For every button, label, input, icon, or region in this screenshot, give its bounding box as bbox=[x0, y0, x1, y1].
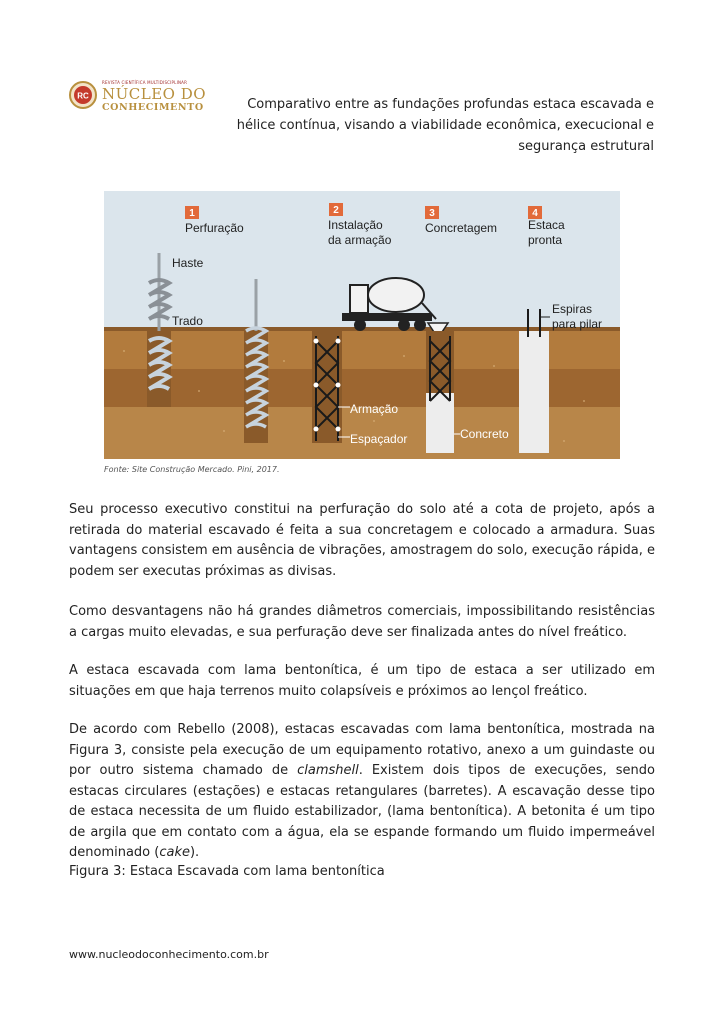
running-header-title: Comparativo entre as fundações profundas estaca escavada e hélice contínua, visando a viabilidade econômica, execucional e segurança estrutural bbox=[236, 97, 654, 154]
process-illustration bbox=[104, 191, 620, 459]
cake-term: cake bbox=[159, 845, 190, 860]
step-1-label: Perfuração bbox=[185, 221, 244, 235]
concrete-column bbox=[426, 393, 454, 453]
step-3-number: 3 bbox=[429, 208, 435, 219]
label-espacador: Espaçador bbox=[350, 432, 408, 446]
step-2-label-line2: da armação bbox=[328, 233, 392, 247]
paragraph-4-part2: . Existem dois tipos de execuções, sendo estacas circulares (estações) e estacas retangulares (barretes). A escavação desse tipo de estaca necessita de um fluido estabilizador, (lama bentonítica). A betonita é um tipo de argila que em contato com a água, ela se espande formando um fluido impermeável denominado ( bbox=[69, 763, 655, 860]
step-2-number: 2 bbox=[333, 205, 339, 216]
paragraph-4-part1: De acordo com Rebello (2008), estacas escavadas com lama bentonítica, mostrada na Figura 3, consiste pela execução de um equipamento rotativo, anexo a um guindaste ou por outro sistema chamado de bbox=[69, 722, 655, 778]
label-espiras-line1: Espiras bbox=[552, 302, 593, 316]
step-2-label-line1: Instalação bbox=[328, 218, 383, 232]
step-4-label-line1: Estaca bbox=[528, 218, 565, 232]
seal-icon bbox=[68, 80, 98, 110]
paragraph-4 bbox=[69, 720, 655, 864]
footer-url: www.nucleodoconhecimento.com.br bbox=[69, 948, 269, 961]
clamshell-term: clamshell bbox=[297, 763, 359, 778]
logo-name: NÚCLEO DO bbox=[102, 85, 207, 103]
figure-source: Fonte: Site Construção Mercado. Pini, 2017. bbox=[104, 465, 280, 474]
step-3-label: Concretagem bbox=[425, 221, 498, 235]
paragraph-1: Seu processo executivo constitui na perfuração do solo até a cota de projeto, após a retirada do material escavado é feita a sua concretagem e colocado a armadura. Suas vantagens consistem em ausência de vibrações, amostragem do solo, execução rápida, e podem ser executas próximas as divisas. bbox=[69, 502, 656, 579]
step-4-label-line2: pronta bbox=[528, 233, 563, 247]
logo-subname: CONHECIMENTO bbox=[102, 102, 204, 113]
label-espiras-line2: para pilar bbox=[552, 317, 603, 331]
step-1-number: 1 bbox=[189, 208, 195, 219]
figure-3-caption: Figura 3: Estaca Escavada com lama bentonítica bbox=[69, 864, 385, 879]
foundation-process-figure bbox=[104, 191, 620, 459]
finished-pile bbox=[519, 331, 549, 453]
svg-text:RC: RC bbox=[77, 91, 89, 101]
step-4-number: 4 bbox=[532, 208, 538, 219]
paragraph-4-part3: ). bbox=[189, 845, 200, 860]
label-armacao: Armação bbox=[350, 402, 399, 416]
logo-tagline: REVISTA CIENTÍFICA MULTIDISCIPLINAR bbox=[102, 80, 188, 85]
paragraph-2: Como desvantagens não há grandes diâmetros comerciais, impossibilitando resistências a cargas muito elevadas, e sua perfuração deve ser finalizada antes do nível freático. bbox=[69, 604, 655, 640]
label-haste: Haste bbox=[172, 256, 204, 270]
paragraph-3: A estaca escavada com lama bentonítica, é um tipo de estaca a ser utilizado em situações em que haja terrenos muito colapsíveis e próximos ao lençol freático. bbox=[69, 663, 655, 699]
label-concreto: Concreto bbox=[460, 427, 509, 441]
journal-logo bbox=[68, 78, 207, 118]
label-trado: Trado bbox=[172, 314, 203, 328]
